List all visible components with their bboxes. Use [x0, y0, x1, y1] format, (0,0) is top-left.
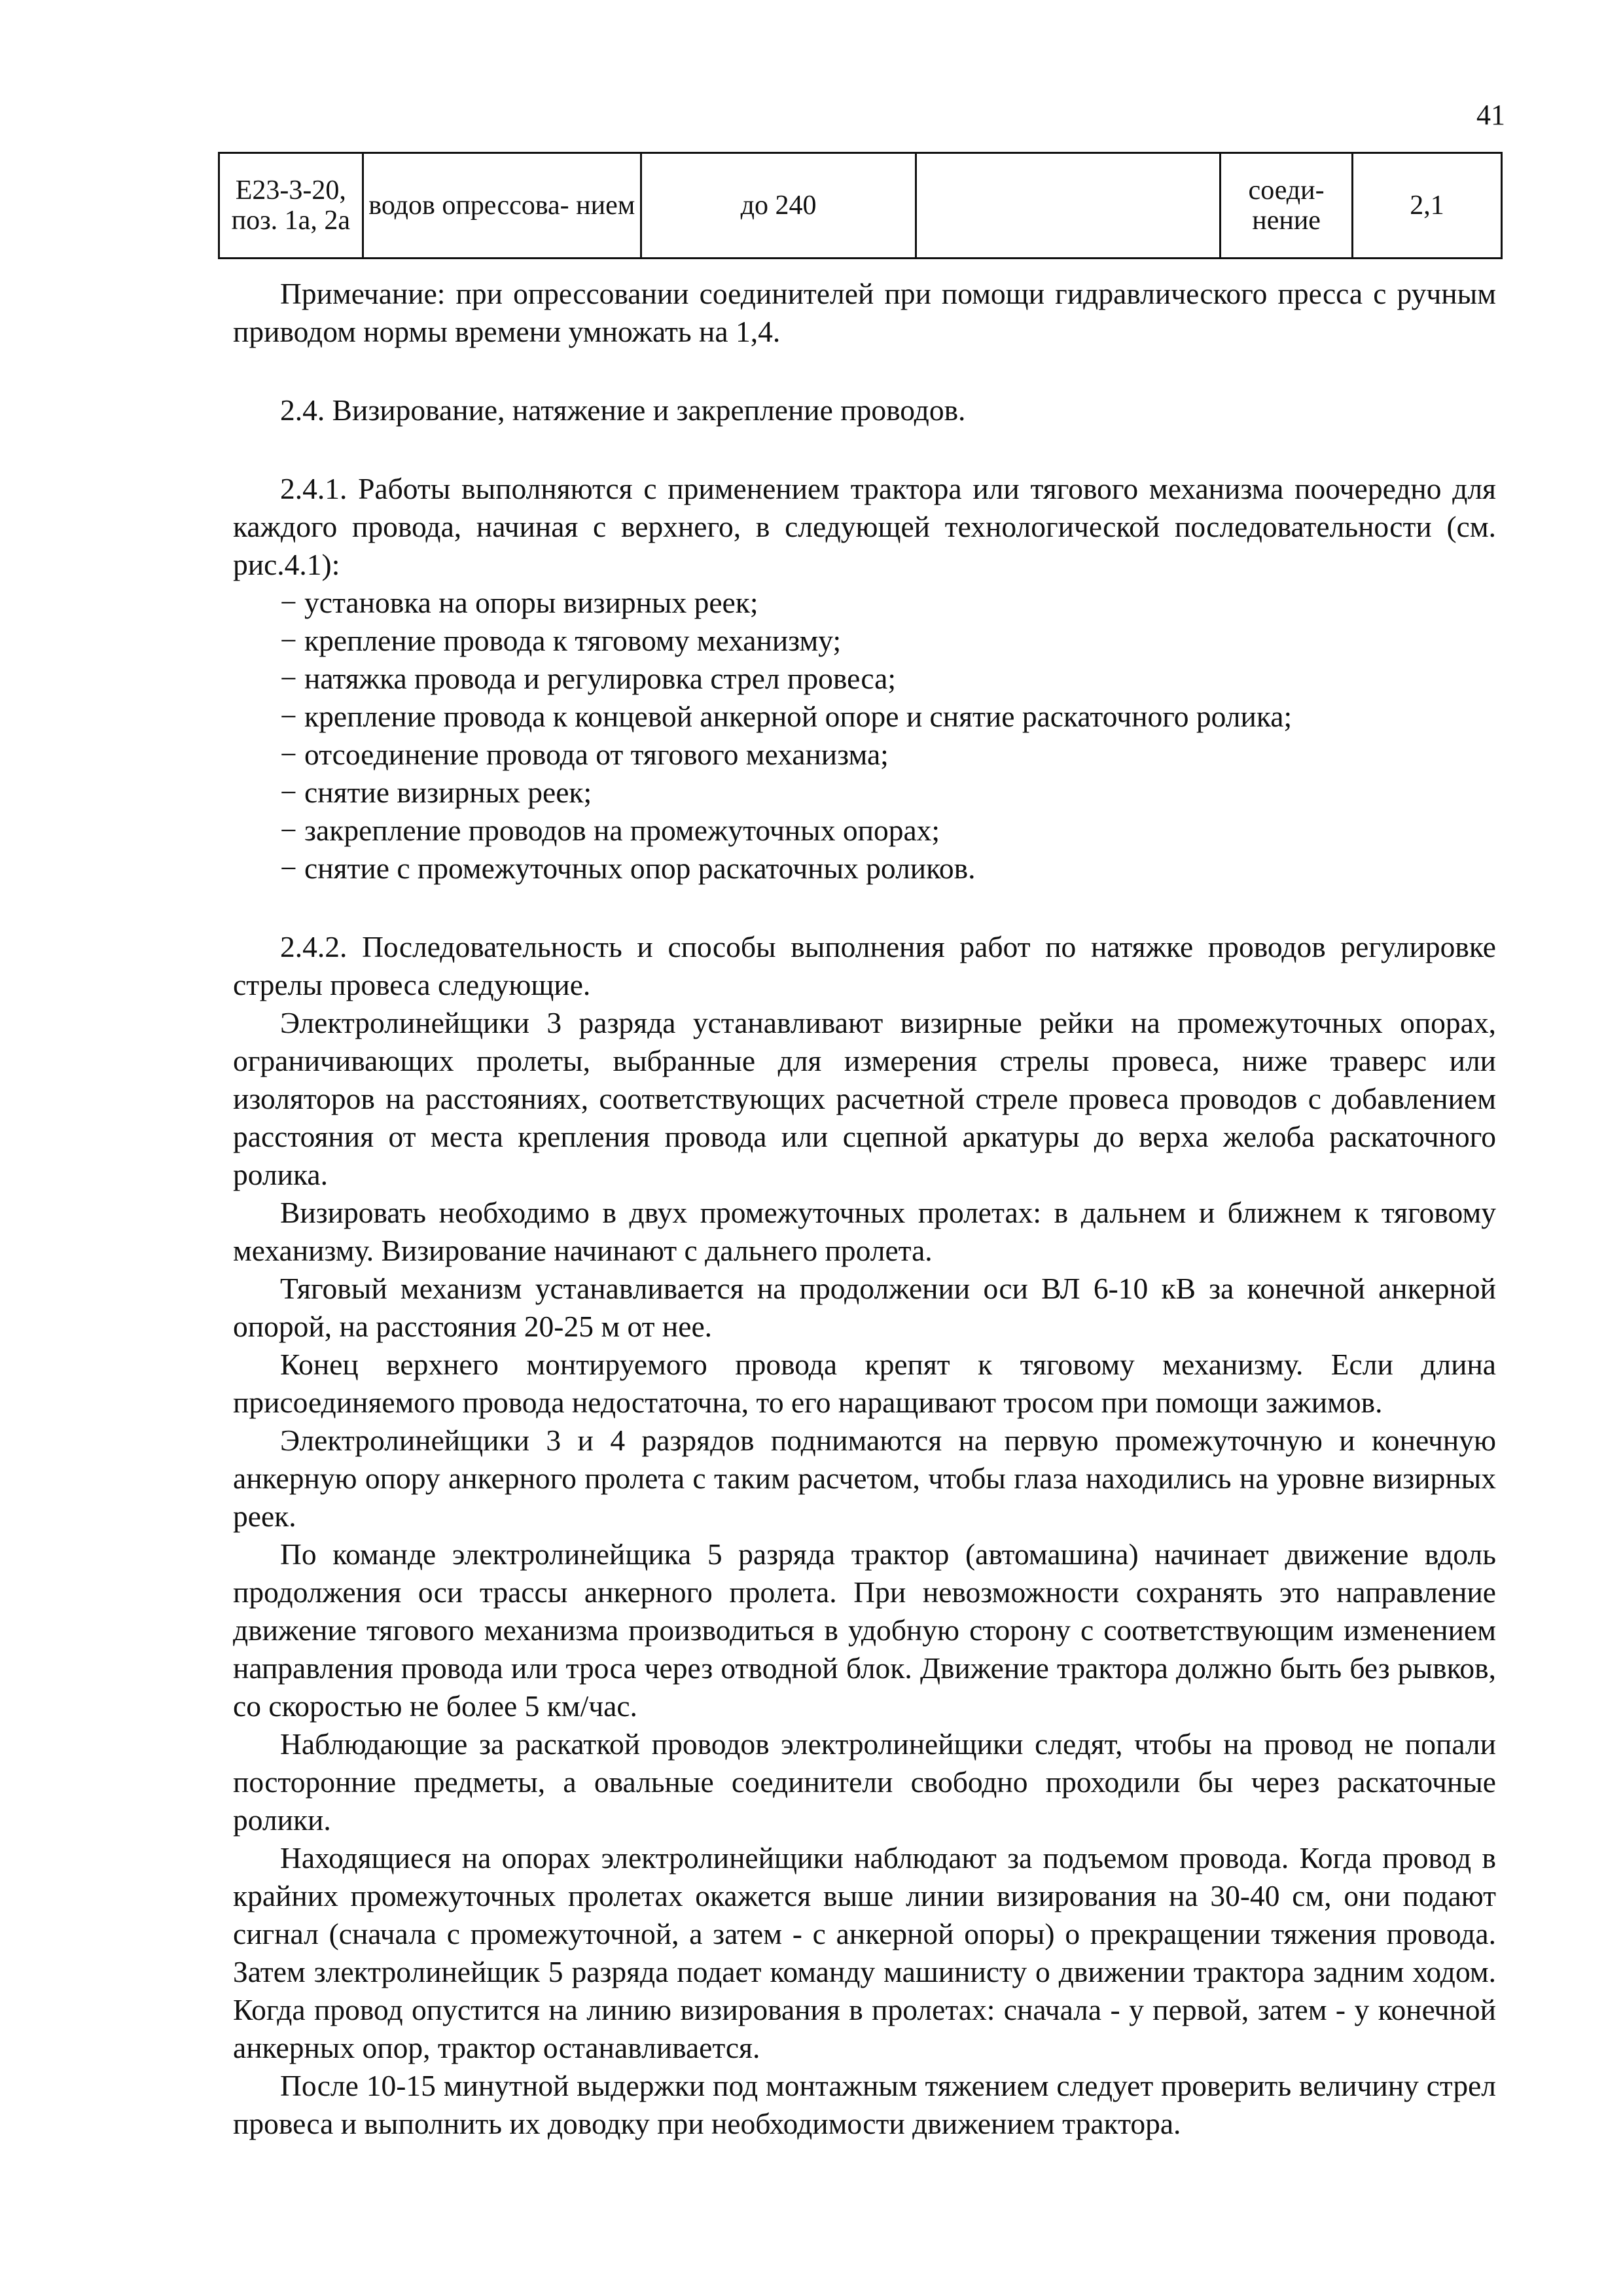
list-item: − снятие с промежуточных опор раскаточных роликов. — [280, 850, 1496, 888]
list-item: − закрепление проводов на промежуточных опорах; — [280, 812, 1496, 850]
paragraph-2-4-1: 2.4.1. Работы выполняются с применением трактора или тягового механизма поочередно для каждого провода, начиная с верхнего, в следующей технологической последовательности (см. рис.4.1): — [233, 472, 1496, 581]
list-item: − крепление провода к тяговому механизму; — [280, 622, 1496, 660]
table-row — [219, 153, 1502, 259]
paragraph: Визировать необходимо в двух промежуточных пролетах: в дальнем и ближнем к тяговому механизму. Визирование начинают с дальнего пролета. — [233, 1196, 1496, 1267]
table-cell-section: до 240 — [641, 153, 916, 259]
norms-table — [218, 152, 1503, 259]
paragraph: По команде электролинейщика 5 разряда трактор (автомашина) начинает движение вдоль продолжения оси трассы анкерного пролета. При невозможности сохранять это направление движение тягового механизма производиться в удобную сторону с соответствующим изменением направления провода или троса через отводной блок. Движение трактора должно быть без рывков, со скоростью не более 5 км/час. — [233, 1537, 1496, 1723]
table-note: Примечание: при опрессовании соединителей при помощи гидравлического пресса с ручным приводом нормы времени умножать на 1,4. — [233, 277, 1496, 348]
section-heading: 2.4. Визирование, натяжение и закрепление проводов. — [280, 393, 966, 427]
paragraph: Находящиеся на опорах электролинейщики наблюдают за подъемом провода. Когда провод в крайних промежуточных пролетах окажется выше линии визирования на 30-40 см, они подают сигнал (сначала с промежуточной, а затем - с анкерной опоры) о прекращении тяжения провода. Затем злектролинейщик 5 разряда подает команду машинисту о движении трактора задним ходом. Когда провод опустится на линию визирования в пролетах: сначала - у первой, затем - у конечной анкерных опор, трактор останавливается. — [233, 1841, 1496, 2064]
page-number: 41 — [1476, 99, 1505, 131]
page-content — [233, 275, 1496, 2143]
list-item: − установка на опоры визирных реек; — [280, 584, 1496, 622]
table-cell-unit: соеди- нение — [1221, 153, 1353, 259]
steps-list — [233, 584, 1496, 888]
paragraph: Тяговый механизм устанавливается на продолжении оси ВЛ 6-10 кВ за конечной анкерной опорой, на расстояния 20-25 м от нее. — [233, 1272, 1496, 1343]
list-item: − отсоединение провода от тягового механизма; — [280, 736, 1496, 774]
table-cell-work: водов опрессова- нием — [363, 153, 641, 259]
table-cell-empty — [916, 153, 1220, 259]
list-item: − натяжка провода и регулировка стрел провеса; — [280, 660, 1496, 698]
paragraph-2-4-2: 2.4.2. Последовательность и способы выполнения работ по натяжке проводов регулировке стрелы провеса следующие. — [233, 930, 1496, 1001]
paragraph: После 10-15 минутной выдержки под монтажным тяжением следует проверить величину стрел провеса и выполнить их доводку при необходимости движением трактора. — [233, 2069, 1496, 2140]
paragraph: Электролинейщики 3 разряда устанавливают визирные рейки на промежуточных опорах, ограничивающих пролеты, выбранные для измерения стрелы провеса, ниже траверс или изоляторов на расстояниях, соответствующих расчетной стреле провеса проводов с добавлением расстояния от места крепления провода или сцепной аркатуры до верха желоба раскаточного ролика. — [233, 1006, 1496, 1191]
list-item: − крепление провода к концевой анкерной опоре и снятие раскаточного ролика; — [280, 698, 1496, 736]
table-cell-code: Е23-3-20, поз. 1а, 2а — [219, 153, 363, 259]
paragraph: Электролинейщики 3 и 4 разрядов поднимаются на первую промежуточную и конечную анкерную опору анкерного пролета с таким расчетом, чтобы глаза находились на уровне визирных реек. — [233, 1424, 1496, 1533]
paragraph: Конец верхнего монтируемого провода крепят к тяговому механизму. Если длина присоединяемого провода недостаточна, то его наращивают тросом при помощи зажимов. — [233, 1348, 1496, 1419]
list-item: − снятие визирных реек; — [280, 774, 1496, 812]
table-cell-norm: 2,1 — [1353, 153, 1502, 259]
paragraph: Наблюдающие за раскаткой проводов электролинейщики следят, чтобы на провод не попали посторонние предметы, а овальные соединители свободно проходили бы через раскаточные ролики. — [233, 1727, 1496, 1837]
